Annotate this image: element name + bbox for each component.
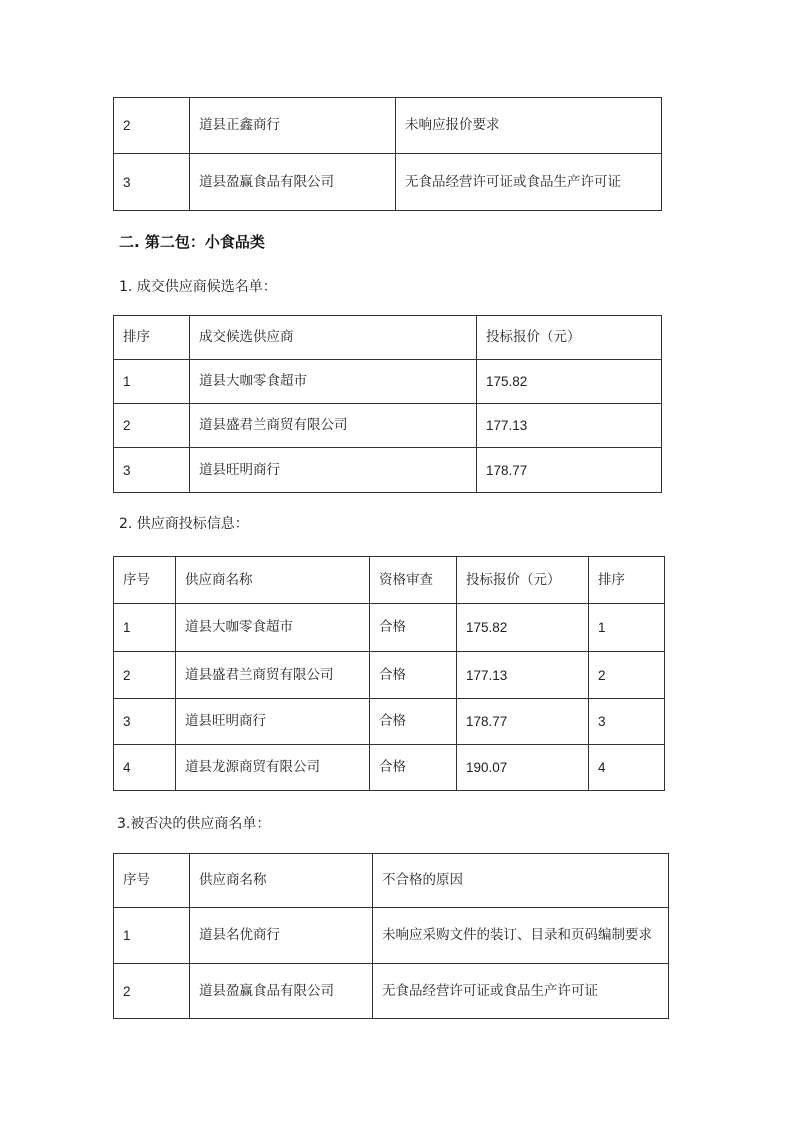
index-cell: 4 — [114, 745, 176, 791]
section-heading: 二. 第二包：小食品类 — [119, 233, 265, 251]
supplier-name-cell: 道县盈赢食品有限公司 — [190, 154, 396, 211]
price-cell: 190.07 — [457, 745, 589, 791]
rank-cell: 1 — [114, 360, 190, 404]
qualification-cell: 合格 — [370, 699, 457, 745]
supplier-name-cell: 道县旺明商行 — [190, 448, 477, 493]
rank-cell: 2 — [589, 652, 665, 699]
bids-title: 2. 供应商投标信息： — [119, 516, 249, 532]
supplier-name-cell: 道县名优商行 — [190, 908, 373, 964]
header-rank: 排序 — [589, 557, 665, 604]
continued-rejected-table — [113, 97, 662, 211]
index-cell: 3 — [114, 699, 176, 745]
table-row — [114, 604, 665, 652]
qualification-cell: 合格 — [370, 652, 457, 699]
header-supplier-name: 供应商名称 — [190, 854, 373, 908]
index-cell: 1 — [114, 908, 190, 964]
rank-cell: 1 — [589, 604, 665, 652]
table-row — [114, 360, 662, 404]
rank-cell: 3 — [114, 448, 190, 493]
rejected-table — [113, 853, 669, 1019]
price-cell: 177.13 — [457, 652, 589, 699]
table-header-row — [114, 557, 665, 604]
index-cell: 2 — [114, 652, 176, 699]
header-price: 投标报价（元） — [477, 316, 662, 360]
table-header-row — [114, 854, 669, 908]
table-row — [114, 448, 662, 493]
header-reason: 不合格的原因 — [373, 854, 669, 908]
supplier-name-cell: 道县龙源商贸有限公司 — [176, 745, 370, 791]
table-row — [114, 98, 662, 154]
table-row — [114, 652, 665, 699]
bids-table — [113, 556, 665, 791]
table-row — [114, 154, 662, 211]
header-supplier: 成交候选供应商 — [190, 316, 477, 360]
header-supplier-name: 供应商名称 — [176, 557, 370, 604]
reason-cell: 未响应报价要求 — [396, 98, 662, 154]
table-row — [114, 404, 662, 448]
candidates-table — [113, 315, 662, 493]
header-qualification: 资格审查 — [370, 557, 457, 604]
rank-cell: 3 — [589, 699, 665, 745]
index-cell: 3 — [114, 154, 190, 211]
qualification-cell: 合格 — [370, 604, 457, 652]
price-cell: 178.77 — [477, 448, 662, 493]
reason-cell: 未响应采购文件的装订、目录和页码编制要求 — [373, 908, 669, 964]
header-index: 序号 — [114, 557, 176, 604]
table-row — [114, 699, 665, 745]
supplier-name-cell: 道县盈赢食品有限公司 — [190, 964, 373, 1019]
index-cell: 2 — [114, 98, 190, 154]
table-row — [114, 908, 669, 964]
table-row — [114, 964, 669, 1019]
supplier-name-cell: 道县盛君兰商贸有限公司 — [176, 652, 370, 699]
supplier-name-cell: 道县盛君兰商贸有限公司 — [190, 404, 477, 448]
qualification-cell: 合格 — [370, 745, 457, 791]
supplier-name-cell: 道县大咖零食超市 — [176, 604, 370, 652]
price-cell: 177.13 — [477, 404, 662, 448]
candidates-title: 1. 成交供应商候选名单： — [119, 279, 277, 295]
price-cell: 175.82 — [457, 604, 589, 652]
index-cell: 1 — [114, 604, 176, 652]
header-rank: 排序 — [114, 316, 190, 360]
price-cell: 175.82 — [477, 360, 662, 404]
supplier-name-cell: 道县旺明商行 — [176, 699, 370, 745]
rank-cell: 2 — [114, 404, 190, 448]
table-header-row — [114, 316, 662, 360]
header-price: 投标报价（元） — [457, 557, 589, 604]
index-cell: 2 — [114, 964, 190, 1019]
price-cell: 178.77 — [457, 699, 589, 745]
supplier-name-cell: 道县大咖零食超市 — [190, 360, 477, 404]
supplier-name-cell: 道县正鑫商行 — [190, 98, 396, 154]
header-index: 序号 — [114, 854, 190, 908]
rank-cell: 4 — [589, 745, 665, 791]
reason-cell: 无食品经营许可证或食品生产许可证 — [396, 154, 662, 211]
table-row — [114, 745, 665, 791]
reason-cell: 无食品经营许可证或食品生产许可证 — [373, 964, 669, 1019]
rejected-title: 3.被否决的供应商名单： — [117, 816, 271, 832]
